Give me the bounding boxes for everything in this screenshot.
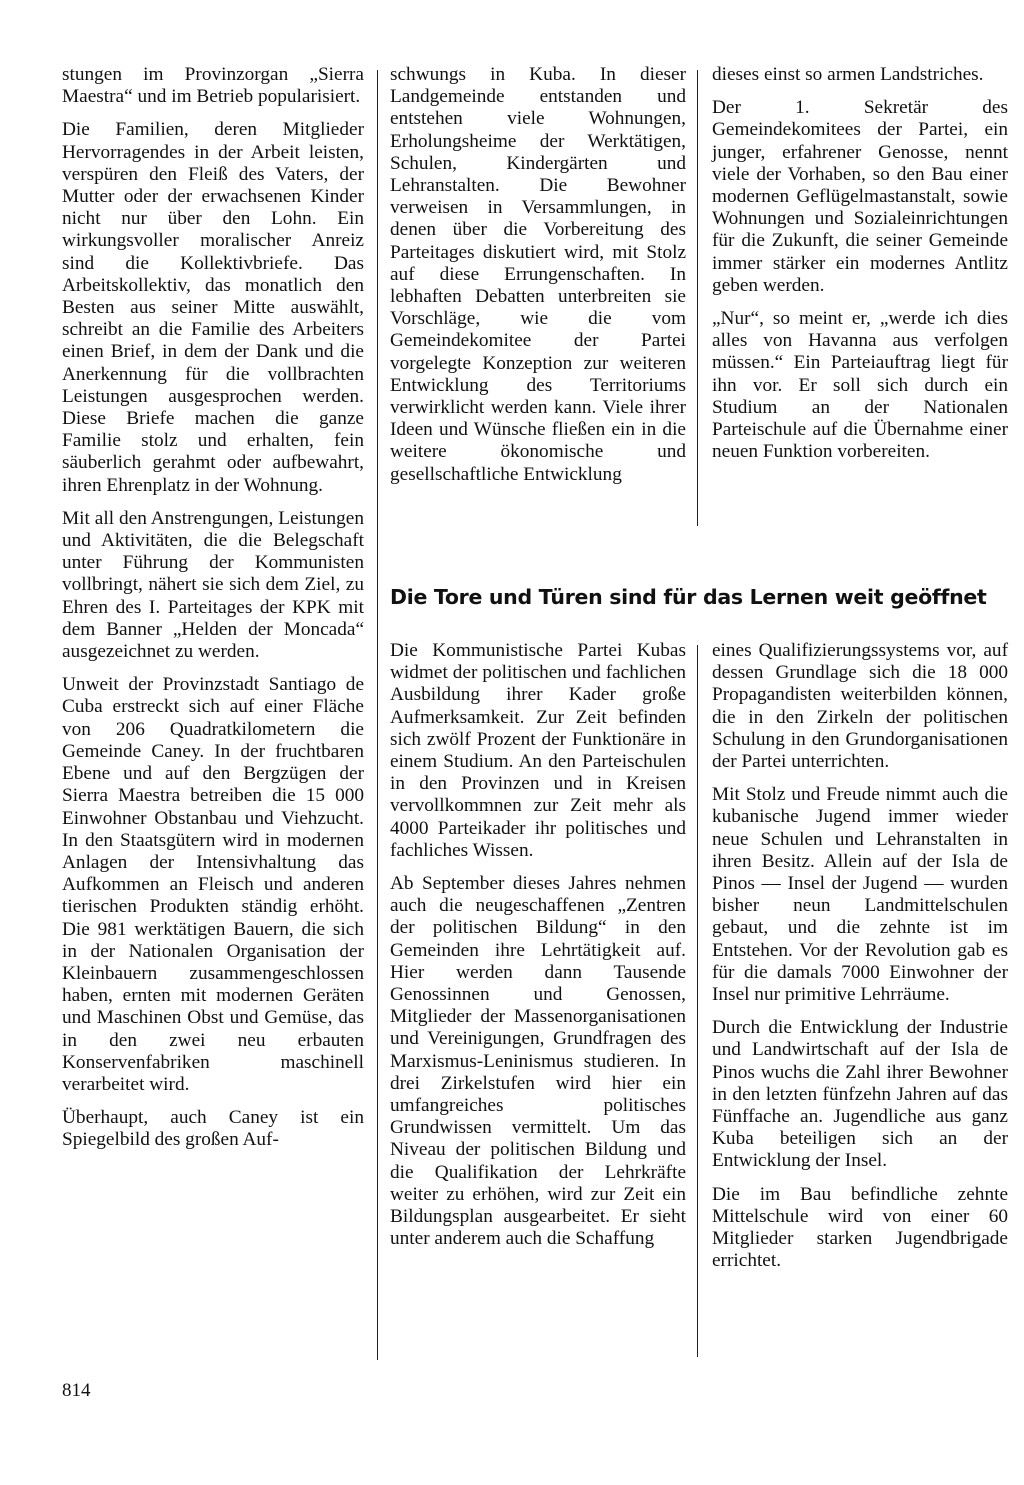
section-heading: Die Tore und Türen sind für das Lernen weit geöffnet <box>390 585 987 609</box>
paragraph: Mit Stolz und Freude nimmt auch die kubanische Jugend immer wieder neue Schulen und Lehranstalten in ihren Besitz. Allein auf der Isla de Pinos — Insel der Jugend — wurden bisher neun Landmittelschulen gebaut, und die zehnte ist im Entstehen. Vor der Revolution gab es für die damals 7000 Einwohner der Insel nur primitive Lehrräume. <box>712 784 1008 1006</box>
paragraph: stungen im Provinzorgan „Sierra Maestra“ und im Betrieb popularisiert. <box>62 64 364 108</box>
paragraph: Ab September dieses Jahres nehmen auch die neugeschaffenen „Zentren der politischen Bildung“ in den Gemeinden ihre Lehrtätigkeit auf. Hier werden dann Tausende Genossinnen und Genossen, Mitglieder der Massenorganisationen und Vereinigungen, Grundfragen des Marxismus-Leninismus studieren. In drei Zirkelstufen wird hier ein umfangreiches politisches Grundwissen vermittelt. Um das Niveau der politischen Bildung und die Qualifikation der Lehrkräfte weiter zu erhöhen, wird zur Zeit ein Bildungsplan ausgearbeitet. Er sieht unter anderem auch die Schaffung <box>390 873 686 1250</box>
paragraph: Durch die Entwicklung der Industrie und Landwirtschaft auf der Isla de Pinos wuchs die Zahl ihrer Bewohner in den letzten fünfzehn Jahren auf das Fünffache an. Jugendliche aus ganz Kuba beteiligen sich an der Entwicklung der Insel. <box>712 1017 1008 1172</box>
paragraph: Unweit der Provinzstadt Santiago de Cuba erstreckt sich auf einer Fläche von 206 Quadratkilometern die Gemeinde Caney. In der fruchtbaren Ebene und auf den Bergzügen der Sierra Maestra betreiben die 15 000 Einwohner Obstanbau und Viehzucht. In den Staatsgütern wird in modernen Anlagen der Intensivhaltung das Aufkommen an Fleisch und anderen tierischen Produkten ständig erhöht. Die 981 werktätigen Bauern, die sich in der Nationalen Organisation der Kleinbauern zusammengeschlossen haben, ernten mit modernen Geräten und Maschinen Obst und Gemüse, das in den zwei neu erbauten Konservenfabriken maschinell verarbeitet wird. <box>62 674 364 1095</box>
paragraph: eines Qualifizierungssystems vor, auf dessen Grundlage sich die 18 000 Propagandisten weiterbilden können, die in den Zirkeln der politischen Schulung in den Grundorganisationen der Partei unterrichten. <box>712 640 1008 773</box>
paragraph: Der 1. Sekretär des Gemeindekomitees der Partei, ein junger, erfahrener Genosse, nennt viele der Vorhaben, so den Bau einer modernen Geflügelmastanstalt, sowie Wohnungen und Sozialeinrichtungen für die Zukunft, die seiner Gemeinde immer stärker ein modernes Antlitz geben werden. <box>712 97 1008 296</box>
paragraph: Mit all den Anstrengungen, Leistungen und Aktivitäten, die die Belegschaft unter Führung der Kommunisten vollbringt, nähert sie sich dem Ziel, zu Ehren des I. Parteitages der KPK mit dem Banner „Helden der Moncada“ ausgezeichnet zu werden. <box>62 507 364 663</box>
text-column-4 <box>390 640 686 1261</box>
text-column-1 <box>62 64 364 1163</box>
column-divider <box>697 645 698 1357</box>
text-column-3 <box>712 64 1008 474</box>
paragraph: schwungs in Kuba. In dieser Landgemeinde entstanden und entstehen viele Wohnungen, Erholungsheime der Werktätigen, Schulen, Kindergärten und Lehranstalten. Die Bewohner verweisen in Versammlungen, in denen über die Vorbereitung des Parteitages diskutiert wird, mit Stolz auf diese Errungenschaften. In lebhaften Debatten unterbreiten sie Vorschläge, wie die vom Gemeindekomitee der Partei vorgelegte Konzeption zur weiteren Entwicklung des Territoriums verwirklicht werden kann. Viele ihrer Ideen und Wünsche fließen ein in die weitere ökonomische und gesellschaftliche Entwicklung <box>390 64 686 485</box>
page-number: 814 <box>62 1380 91 1401</box>
column-divider <box>697 70 698 526</box>
paragraph: Die im Bau befindliche zehnte Mittelschule wird von einer 60 Mitglieder starken Jugendbrigade errichtet. <box>712 1183 1008 1272</box>
paragraph: Überhaupt, auch Caney ist ein Spiegelbild des großen Auf- <box>62 1107 364 1151</box>
text-column-5 <box>712 640 1008 1283</box>
paragraph: Die Kommunistische Partei Kubas widmet der politischen und fachlichen Ausbildung ihrer Kader große Aufmerksamkeit. Zur Zeit befinden sich zwölf Prozent der Funktionäre in einem Studium. An den Parteischulen in den Provinzen und in Kreisen vervollkommnen zur Zeit mehr als 4000 Parteikader ihr politisches und fachliches Wissen. <box>390 640 686 861</box>
paragraph: Die Familien, deren Mitglieder Hervorragendes in der Arbeit leisten, verspüren den Fleiß des Vaters, der Mutter oder der erwachsenen Kinder nicht nur über den Lohn. Ein wirkungsvoller moralischer Anreiz sind die Kollektivbriefe. Das Arbeitskollektiv, das monatlich den Besten aus seiner Mitte auswählt, schreibt an die Familie des Arbeiters einen Brief, in dem der Dank und die Anerkennung für die vollbrachten Leistungen ausgesprochen werden. Diese Briefe machen die ganze Familie stolz und erhalten, fein säuberlich gerahmt oder aufbewahrt, ihren Ehrenplatz in der Wohnung. <box>62 119 364 496</box>
column-divider <box>377 70 378 1360</box>
paragraph: „Nur“, so meint er, „werde ich dies alles von Havanna aus verfolgen müssen.“ Ein Parteiauftrag liegt für ihn vor. Er soll sich durch ein Studium an der Nationalen Parteischule auf die Übernahme einer neuen Funktion vorbereiten. <box>712 308 1008 463</box>
text-column-2 <box>390 64 686 497</box>
paragraph: dieses einst so armen Landstriches. <box>712 64 984 85</box>
